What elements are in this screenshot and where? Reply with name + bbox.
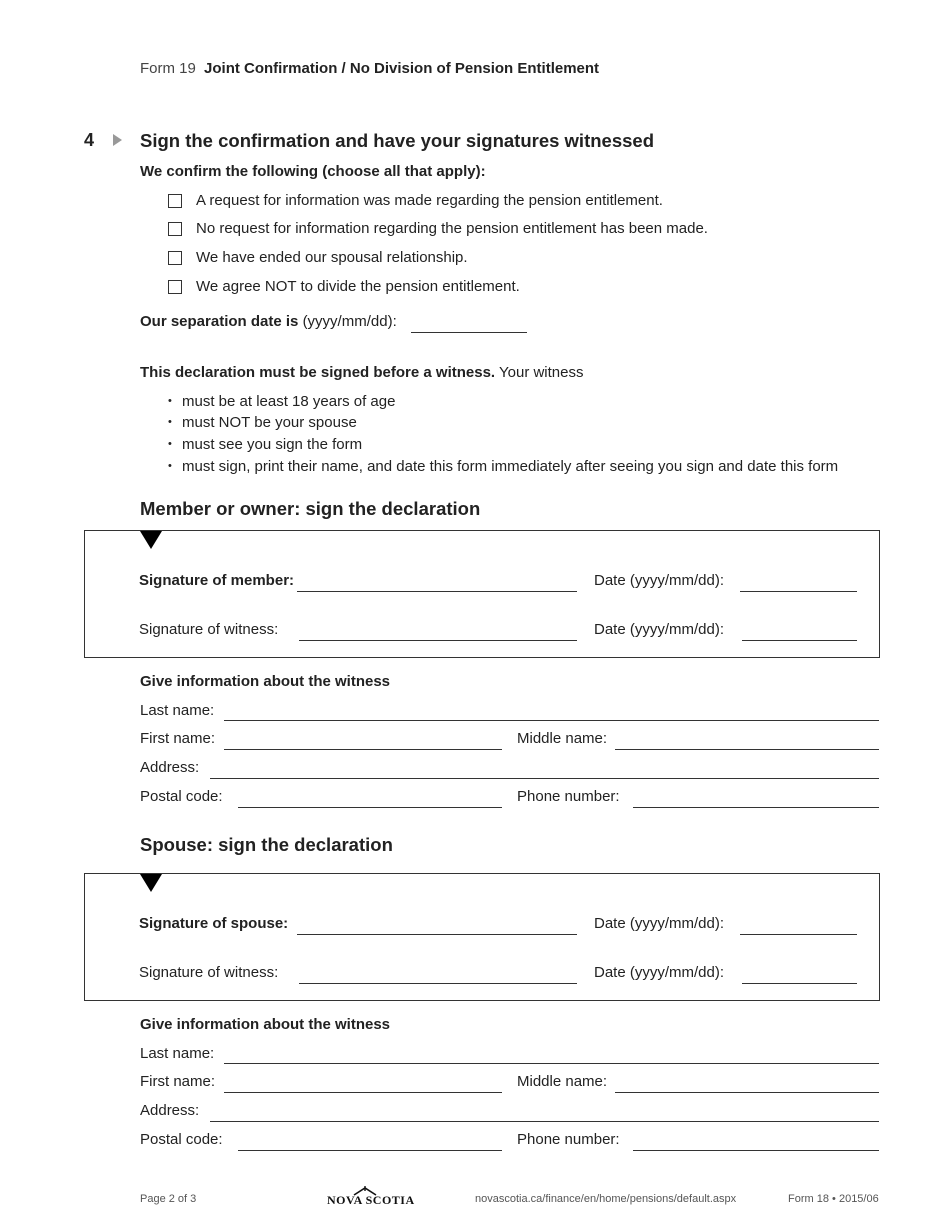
bullet-item: • must be at least 18 years of age — [168, 393, 396, 410]
member-signature-label: Signature of member: — [139, 572, 295, 589]
member-witness-phone-field[interactable] — [633, 807, 879, 808]
option-ended-relationship: We have ended our spousal relationship. — [196, 249, 468, 266]
spouse-signature-label: Signature of spouse: — [139, 915, 289, 932]
spouse-witness-last-name-field[interactable] — [224, 1063, 879, 1064]
member-witness-middle-name-field[interactable] — [615, 749, 879, 750]
member-witness-first-name-label: First name: — [140, 730, 216, 747]
step-arrow-icon — [113, 134, 122, 146]
nova-scotia-logo: NOVA SCOTIA — [327, 1193, 415, 1207]
member-witness-middle-name-label: Middle name: — [517, 730, 608, 747]
separation-date-label — [140, 313, 397, 330]
spouse-date-field[interactable] — [740, 934, 857, 935]
spouse-witness-postal-code-label: Postal code: — [140, 1131, 223, 1148]
spouse-witness-postal-code-field[interactable] — [238, 1150, 502, 1151]
option-no-request: No request for information regarding the pension entitlement has been made. — [196, 220, 708, 237]
footer-url[interactable]: novascotia.ca/finance/en/home/pensions/default.aspx — [475, 1193, 737, 1205]
step-title: Sign the confirmation and have your signatures witnessed — [140, 130, 654, 151]
member-witness-date-field[interactable] — [742, 640, 857, 641]
spouse-section-title: Spouse: sign the declaration — [140, 834, 393, 855]
confirm-heading: We confirm the following (choose all that apply): — [140, 163, 486, 180]
spouse-witness-first-name-field[interactable] — [224, 1092, 502, 1093]
separation-label-bold: Our separation date is — [140, 313, 299, 330]
member-witness-phone-label: Phone number: — [517, 788, 620, 805]
spouse-witness-signature-field[interactable] — [299, 983, 577, 984]
spouse-witness-last-name-label: Last name: — [140, 1045, 215, 1062]
bullet-icon: • — [168, 438, 172, 450]
member-witness-last-name-field[interactable] — [224, 720, 879, 721]
spouse-witness-address-field[interactable] — [210, 1121, 879, 1122]
member-section-title: Member or owner: sign the declaration — [140, 498, 481, 519]
member-witness-info-title: Give information about the witness — [140, 673, 391, 690]
spouse-witness-info-title: Give information about the witness — [140, 1016, 391, 1033]
footer-form-code: Form 18 — [788, 1193, 829, 1205]
member-signature-field[interactable] — [297, 591, 577, 592]
checkbox-request-made[interactable] — [168, 194, 182, 208]
form-number: Form 19 — [140, 60, 196, 77]
member-witness-postal-code-label: Postal code: — [140, 788, 223, 805]
spouse-witness-middle-name-field[interactable] — [615, 1092, 879, 1093]
separation-date-field[interactable] — [411, 332, 527, 333]
declaration-bold: This declaration must be signed before a witness. — [140, 364, 496, 381]
checkbox-ended-relationship[interactable] — [168, 251, 182, 265]
declaration-rest: Your witness — [499, 364, 584, 381]
member-witness-postal-code-field[interactable] — [238, 807, 502, 808]
option-agree-not-divide: We agree NOT to divide the pension entitlement. — [196, 278, 520, 295]
member-witness-last-name-label: Last name: — [140, 702, 215, 719]
option-request-made: A request for information was made regarding the pension entitlement. — [196, 192, 663, 209]
member-witness-address-label: Address: — [140, 759, 200, 776]
sign-here-arrow-icon — [140, 874, 162, 892]
bullet-item: • must see you sign the form — [168, 436, 363, 453]
member-witness-date-label: Date (yyyy/mm/dd): — [594, 621, 725, 638]
spouse-witness-first-name-label: First name: — [140, 1073, 216, 1090]
spouse-witness-address-label: Address: — [140, 1102, 200, 1119]
spouse-witness-phone-label: Phone number: — [517, 1131, 620, 1148]
footer-version: 2015/06 — [838, 1193, 879, 1205]
member-date-label: Date (yyyy/mm/dd): — [594, 572, 725, 589]
spouse-witness-phone-field[interactable] — [633, 1150, 879, 1151]
spouse-witness-middle-name-label: Middle name: — [517, 1073, 608, 1090]
form-header — [140, 60, 599, 77]
member-witness-signature-field[interactable] — [299, 640, 577, 641]
member-signature-box — [84, 530, 880, 658]
page-number: Page 2 of 3 — [140, 1193, 197, 1205]
declaration-text — [140, 364, 584, 381]
separation-label-format: (yyyy/mm/dd): — [302, 313, 397, 330]
step-number: 4 — [84, 130, 95, 150]
spouse-signature-field[interactable] — [297, 934, 577, 935]
checkbox-no-request[interactable] — [168, 222, 182, 236]
bullet-item: • must sign, print their name, and date this form immediately after seeing you sign and date this form — [168, 458, 839, 475]
member-date-field[interactable] — [740, 591, 857, 592]
bullet-icon: • — [168, 395, 172, 407]
spouse-date-label: Date (yyyy/mm/dd): — [594, 915, 725, 932]
sign-here-arrow-icon — [140, 531, 162, 549]
bullet-icon: • — [168, 416, 172, 428]
form-title: Joint Confirmation / No Division of Pension Entitlement — [204, 60, 600, 77]
spouse-witness-signature-label: Signature of witness: — [139, 964, 279, 981]
footer-form-version — [788, 1193, 879, 1205]
spouse-witness-date-label: Date (yyyy/mm/dd): — [594, 964, 725, 981]
spouse-witness-date-field[interactable] — [742, 983, 857, 984]
member-witness-first-name-field[interactable] — [224, 749, 502, 750]
checkbox-agree-not-divide[interactable] — [168, 280, 182, 294]
member-witness-address-field[interactable] — [210, 778, 879, 779]
bullet-item: • must NOT be your spouse — [168, 414, 357, 431]
footer-bullet: • — [832, 1193, 836, 1205]
spouse-signature-box — [84, 873, 880, 1001]
bullet-icon: • — [168, 460, 172, 472]
member-witness-signature-label: Signature of witness: — [139, 621, 279, 638]
